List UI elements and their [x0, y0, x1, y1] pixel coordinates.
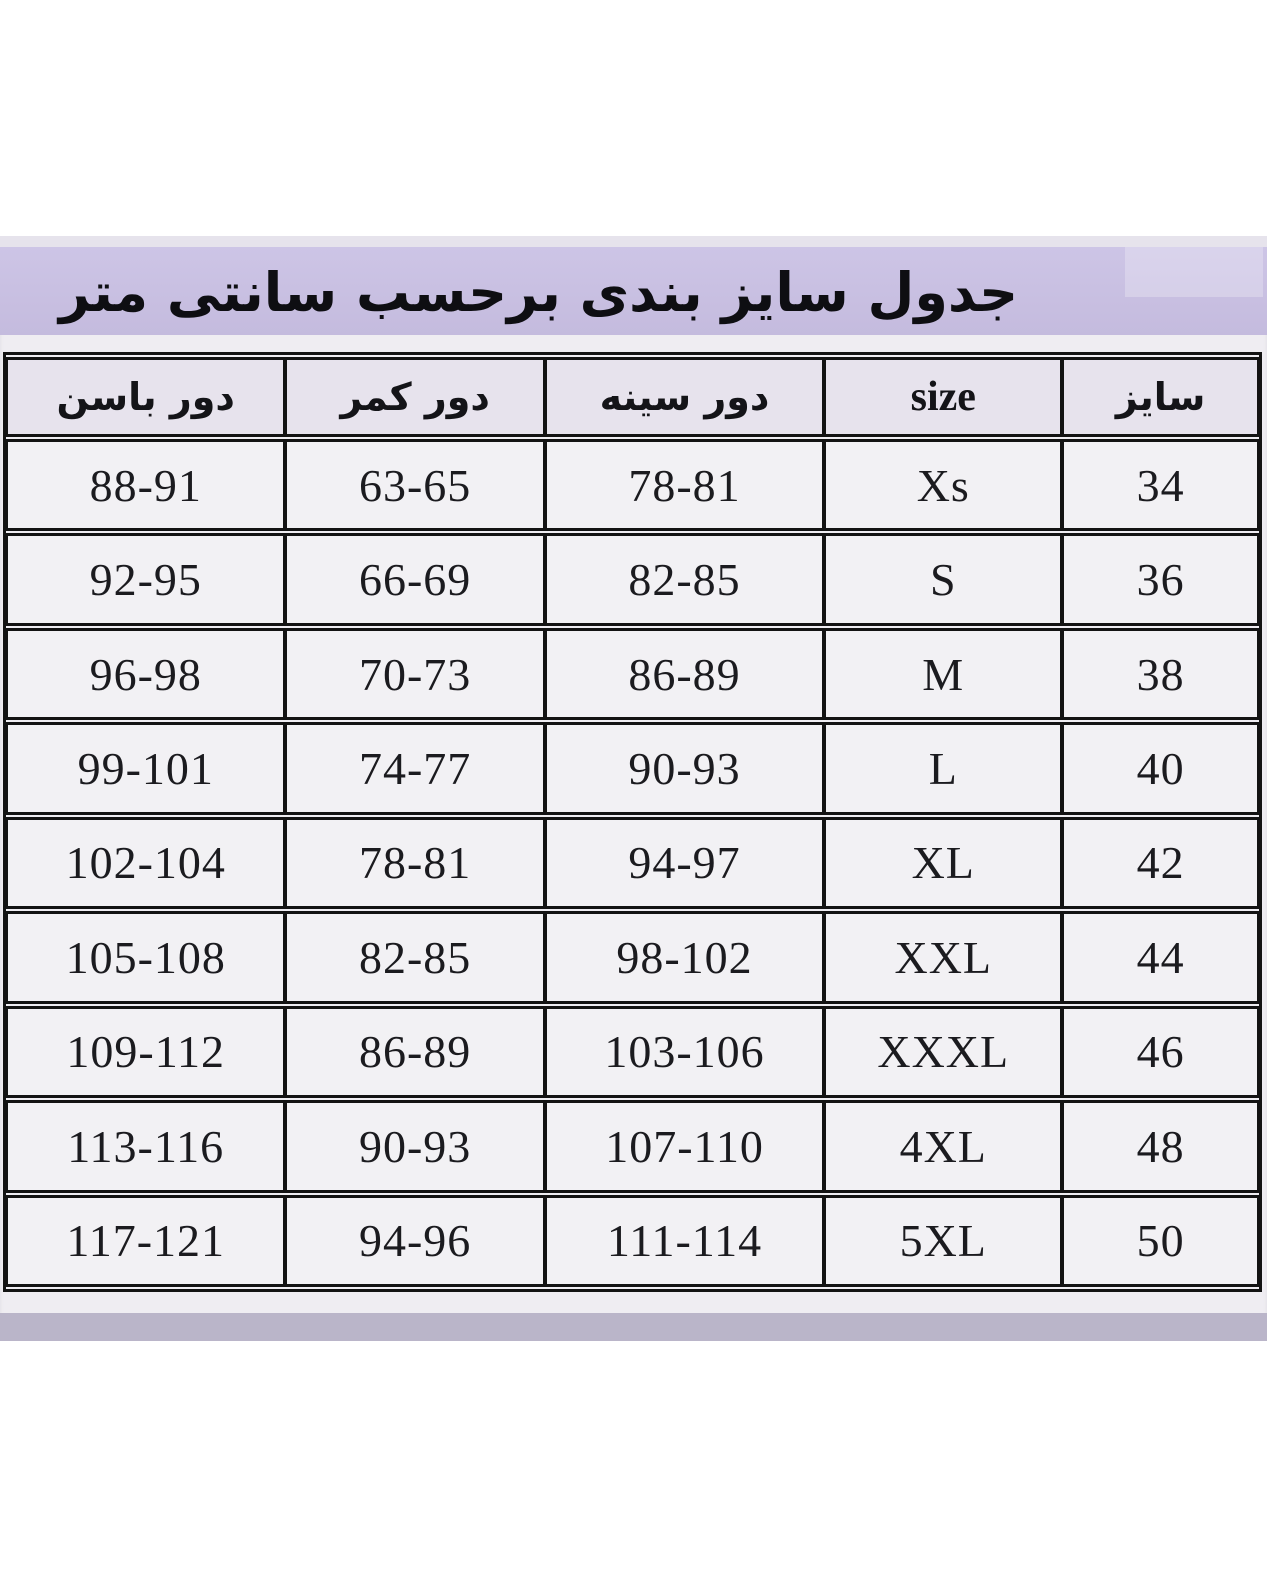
- cell-hips: 117-121: [6, 1195, 285, 1288]
- cell-size-fa: 46: [1062, 1006, 1259, 1098]
- table-row: [6, 817, 1259, 909]
- cell-waist: 86-89: [285, 1006, 544, 1098]
- photo-top-edge: [0, 236, 1267, 247]
- cell-waist: 90-93: [285, 1100, 544, 1192]
- column-header-chest: دور سینه: [545, 357, 824, 437]
- cell-size-fa: 50: [1062, 1195, 1259, 1288]
- cell-chest: 82-85: [545, 533, 824, 625]
- cell-size-en: S: [824, 533, 1062, 625]
- cell-hips: 105-108: [6, 911, 285, 1003]
- table-row: [6, 1195, 1259, 1288]
- cell-hips: 109-112: [6, 1006, 285, 1098]
- page-title: جدول سایز بندی برحسب سانتی متر: [58, 261, 1019, 324]
- cell-size-en: XXXL: [824, 1006, 1062, 1098]
- cell-size-en: Xs: [824, 439, 1062, 531]
- size-table-frame: [3, 352, 1262, 1292]
- cell-hips: 102-104: [6, 817, 285, 909]
- header-row: [6, 357, 1259, 437]
- cell-size-en: 4XL: [824, 1100, 1062, 1192]
- cell-waist: 74-77: [285, 722, 544, 814]
- cell-hips: 99-101: [6, 722, 285, 814]
- column-header-hips: دور باسن: [6, 357, 285, 437]
- cell-waist: 82-85: [285, 911, 544, 1003]
- cell-waist: 63-65: [285, 439, 544, 531]
- cell-hips: 92-95: [6, 533, 285, 625]
- cell-chest: 107-110: [545, 1100, 824, 1192]
- cell-hips: 113-116: [6, 1100, 285, 1192]
- cell-size-fa: 42: [1062, 817, 1259, 909]
- photo-bottom-edge: [0, 1313, 1267, 1341]
- cell-waist: 66-69: [285, 533, 544, 625]
- cell-waist: 94-96: [285, 1195, 544, 1288]
- cell-hips: 88-91: [6, 439, 285, 531]
- cell-waist: 70-73: [285, 628, 544, 720]
- cell-size-fa: 38: [1062, 628, 1259, 720]
- table-row: [6, 533, 1259, 625]
- column-header-size-en: size: [824, 357, 1062, 437]
- cell-size-en: L: [824, 722, 1062, 814]
- cell-size-fa: 36: [1062, 533, 1259, 625]
- cell-chest: 94-97: [545, 817, 824, 909]
- cell-hips: 96-98: [6, 628, 285, 720]
- table-row: [6, 439, 1259, 531]
- column-header-waist: دور کمر: [285, 357, 544, 437]
- cell-size-en: XXL: [824, 911, 1062, 1003]
- table-row: [6, 1100, 1259, 1192]
- cell-chest: 103-106: [545, 1006, 824, 1098]
- cell-waist: 78-81: [285, 817, 544, 909]
- table-row: [6, 722, 1259, 814]
- table-row: [6, 628, 1259, 720]
- cell-size-en: M: [824, 628, 1062, 720]
- cell-size-en: 5XL: [824, 1195, 1062, 1288]
- cell-chest: 78-81: [545, 439, 824, 531]
- table-row: [6, 911, 1259, 1003]
- cell-size-fa: 34: [1062, 439, 1259, 531]
- cell-chest: 86-89: [545, 628, 824, 720]
- size-table: [6, 355, 1259, 1289]
- cell-size-fa: 40: [1062, 722, 1259, 814]
- cell-chest: 98-102: [545, 911, 824, 1003]
- cell-size-en: XL: [824, 817, 1062, 909]
- cell-size-fa: 44: [1062, 911, 1259, 1003]
- title-band-highlight: [1125, 247, 1263, 297]
- cell-size-fa: 48: [1062, 1100, 1259, 1192]
- table-row: [6, 1006, 1259, 1098]
- column-header-size-fa: سایز: [1062, 357, 1259, 437]
- title-band: [0, 247, 1267, 335]
- cell-chest: 90-93: [545, 722, 824, 814]
- cell-chest: 111-114: [545, 1195, 824, 1288]
- size-chart-photo: [0, 236, 1267, 1341]
